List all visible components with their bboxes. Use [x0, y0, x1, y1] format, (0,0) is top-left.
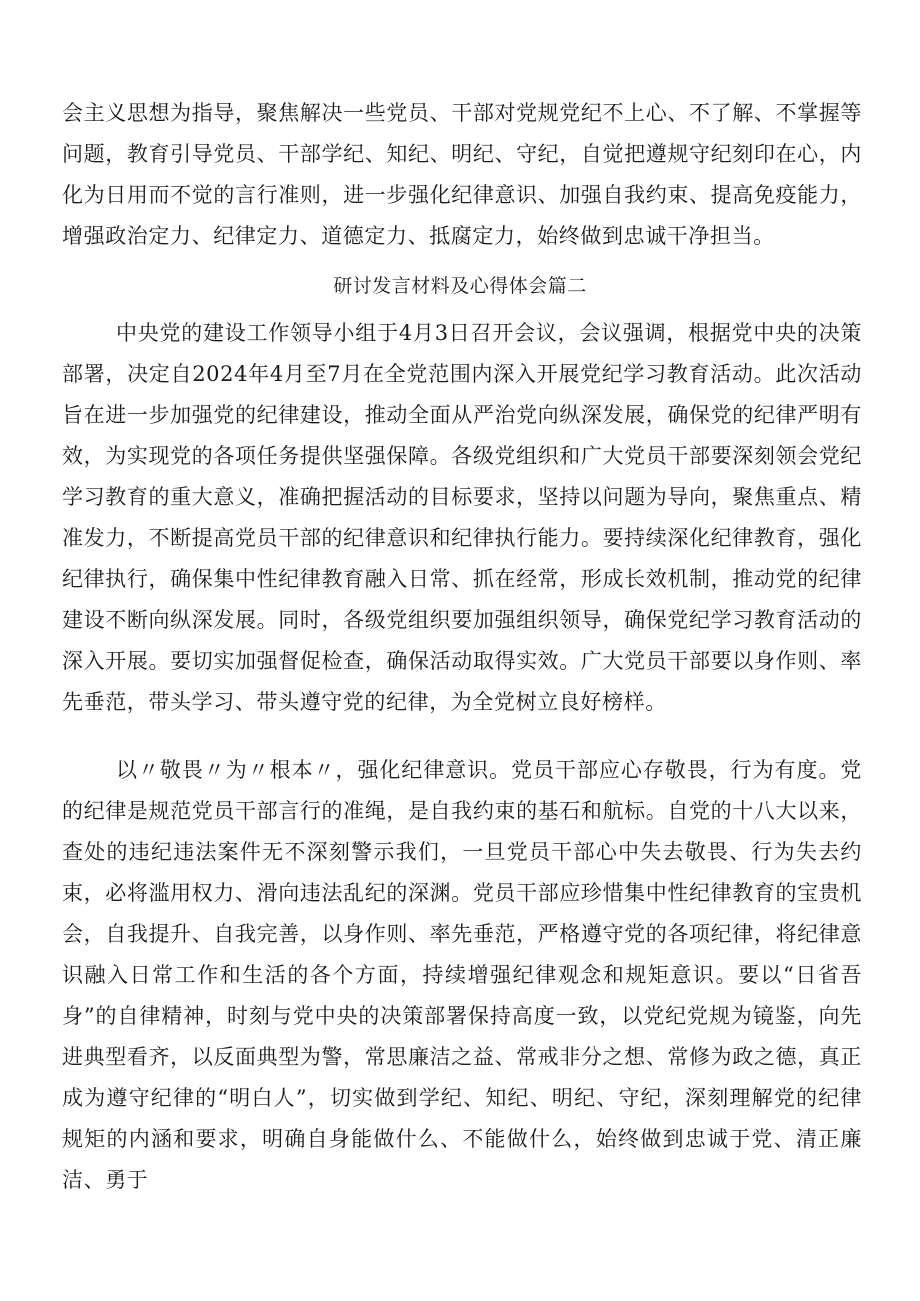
- paragraph-continued: 会主义思想为指导，聚焦解决一些党员、干部对党规党纪不上心、不了解、不掌握等问题，教育引导党员、干部学纪、知纪、明纪、守纪，自觉把遵规守纪刻印在心，内化为日用而不觉的言行准则，进一步强化纪律意识、加强自我约束、提高免疫能力，增强政治定力、纪律定力、道德定力、抵腐定力，始终做到忠诚干净担当。: [62, 101, 862, 248]
- paragraph-meeting: 中央党的建设工作领导小组于4月3日召开会议，会议强调，根据党中央的决策部署，决定自2024年4月至7月在全党范围内深入开展党纪学习教育活动。此次活动旨在进一步加强党的纪律建设，推动全面从严治党向纵深发展，确保党的纪律严明有效，为实现党的各项任务提供坚强保障。各级党组织和广大党员干部要深刻领会党纪学习教育的重大意义，准确把握活动的目标要求，坚持以问题为导向，聚焦重点、精准发力，不断提高党员干部的纪律意识和纪律执行能力。要持续深化纪律教育，强化纪律执行，确保集中性纪律教育融入日常、抓在经常，形成长效机制，推动党的纪律建设不断向纵深发展。同时，各级党组织要加强组织领导，确保党纪学习教育活动的深入开展。要切实加强督促检查，确保活动取得实效。广大党员干部要以身作则、率先垂范，带头学习、带头遵守党的纪律，为全党树立良好榜样。: [62, 321, 862, 714]
- section-heading: 研讨发言材料及心得体会篇二: [333, 275, 587, 297]
- paragraph-discipline: 以〃敬畏〃为〃根本〃，强化纪律意识。党员干部应心存敬畏，行为有度。党的纪律是规范党员干部言行的准绳，是自我约束的基石和航标。自党的十八大以来，查处的违纪违法案件无不深刻警示我们，一旦党员干部心中失去敬畏、行为失去约束，必将滥用权力、滑向违法乱纪的深渊。党员干部应珍惜集中性纪律教育的宝贵机会，自我提升、自我完善，以身作则、率先垂范，严格遵守党的各项纪律，将纪律意识融入日常工作和生活的各个方面，持续增强纪律观念和规矩意识。要以“日省吾身”的自律精神，时刻与党中央的决策部署保持高度一致，以党纪党规为镜鉴，向先进典型看齐，以反面典型为警，常思廉洁之益、常戒非分之想、常修为政之德，真正成为遵守纪律的“明白人”，切实做到学纪、知纪、明纪、守纪，深刻理解党的纪律规矩的内涵和要求，明确自身能做什么、不能做什么，始终做到忠诚于党、清正廉洁、勇于: [62, 758, 862, 1192]
